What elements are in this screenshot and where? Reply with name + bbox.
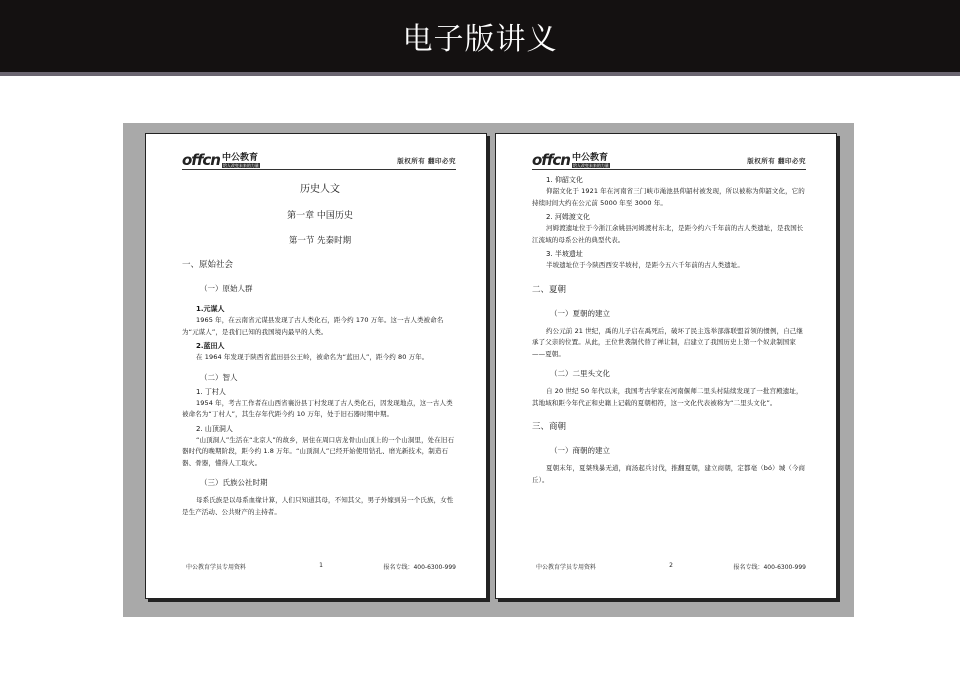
chapter-heading: 第一章 中国历史 <box>287 211 353 221</box>
page-number: 2 <box>669 562 673 569</box>
doc-title: 历史人文 <box>300 184 340 195</box>
footer-hotline: 报名专线：400-6300-999 <box>383 564 456 571</box>
item-heading: 1.元谋人 <box>196 305 225 313</box>
header-bar <box>0 0 960 76</box>
item-heading: 2.蓝田人 <box>196 342 225 350</box>
item-heading: 2. 河姆渡文化 <box>546 213 590 221</box>
footer-label: 中公教育学员专用资料 <box>536 564 597 571</box>
paragraph: 约公元前 21 世纪，禹的儿子启在禹死后，破坏了民主选举部落联盟首领的惯例，自己继承了父亲的位置。从此，王位世袭制代替了禅让制，启建立了我国历史上第一个奴隶制国家——夏朝。 <box>532 326 804 358</box>
paragraph: “山顶洞人”生活在“北京人”的故乡，居住在周口店龙骨山山顶上的一个山洞里，处在旧石器时代的晚期阶段，距今约 1.8 万年。“山顶洞人”已经开始使用钻孔、磨光新技术，制造石器、骨器，懂得人工取火。 <box>182 435 455 467</box>
subsection-heading: （一）商朝的建立 <box>550 446 610 455</box>
document-viewer[interactable] <box>123 123 854 617</box>
document-page-1 <box>145 133 487 599</box>
document-page-2 <box>495 133 837 599</box>
paragraph: 在 1964 年发现于陕西省蓝田县公王岭，被命名为“蓝田人”，距今约 80 万年。 <box>196 353 429 361</box>
paragraph: 母系氏族是以母系血缘计算，人们只知道其母，不知其父，男子外嫁到另一个氏族，女性是生产活动、公共财产的主持者。 <box>182 496 454 516</box>
page-title: 电子版讲义 <box>402 22 558 57</box>
subsection-heading: （三）氏族公社时期 <box>200 478 268 487</box>
footer-label: 中公教育学员专用资料 <box>186 564 247 571</box>
item-heading: 3. 半坡遗址 <box>546 250 583 258</box>
offcn-logo: offcn 中公教育 给人改变未来的力量 <box>532 151 609 169</box>
page-number: 1 <box>319 562 323 569</box>
item-heading: 1. 仰韶文化 <box>546 176 583 184</box>
page-footer <box>186 562 456 572</box>
copyright-notice: 版权所有 翻印必究 <box>397 157 456 165</box>
subsection-heading: （一）原始人群 <box>200 284 253 293</box>
paragraph: 河姆渡遗址位于今浙江余姚县河姆渡村东北，是距今约六千年前的古人类遗址，是我国长江流域的母系公社的典型代表。 <box>532 224 804 244</box>
paragraph: 仰韶文化于 1921 年在河南省三门峡市渑池县仰韶村被发现，所以被称为仰韶文化，它的持续时间大约在公元前 5000 年至 3000 年。 <box>532 187 805 207</box>
paragraph: 自 20 世纪 50 年代以来，我国考古学家在河南偃师二里头村陆续发现了一批宫殿遗址，其地域和距今年代正和史籍上记载的夏朝相符，这一文化代表被称为“二里头文化”。 <box>532 387 803 407</box>
copyright-notice: 版权所有 翻印必究 <box>747 157 806 165</box>
paragraph: 夏朝末年，夏桀残暴无道，商汤起兵讨伐，推翻夏朝，建立商朝，定都亳（bó）城（今商丘）。 <box>532 464 806 484</box>
footer-hotline: 报名专线：400-6300-999 <box>733 564 806 571</box>
subsection-heading: （二）二里头文化 <box>550 369 610 378</box>
part-heading: 一、原始社会 <box>182 260 234 270</box>
offcn-logo: offcn 中公教育 给人改变未来的力量 <box>182 151 259 169</box>
subsection-heading: （二）智人 <box>200 372 238 382</box>
page-header <box>532 152 806 170</box>
paragraph: 1965 年，在云南省元谋县发现了古人类化石，距今约 170 万年。这一古人类被命名为“元谋人”，是我们已知的我国境内最早的人类。 <box>182 316 444 336</box>
paragraph: 半坡遗址位于今陕西西安半坡村，是距今五六千年前的古人类遗址。 <box>546 261 744 269</box>
item-heading: 2. 山顶洞人 <box>196 424 233 433</box>
page-header <box>182 152 456 170</box>
subsection-heading: （一）夏朝的建立 <box>550 308 610 318</box>
page-footer <box>536 562 806 572</box>
page-content <box>532 174 808 486</box>
part-heading: 三、商朝 <box>532 422 567 432</box>
paragraph: 1954 年，考古工作者在山西省襄汾县丁村发现了古人类化石，因发现地点，这一古人类被命名为“丁村人”，其生存年代距今约 10 万年，处于旧石器时期中期。 <box>182 398 453 418</box>
part-heading: 二、夏朝 <box>532 284 567 295</box>
section-heading: 第一节 先秦时期 <box>288 236 352 246</box>
item-heading: 1. 丁村人 <box>196 387 226 396</box>
page-content <box>182 180 458 518</box>
